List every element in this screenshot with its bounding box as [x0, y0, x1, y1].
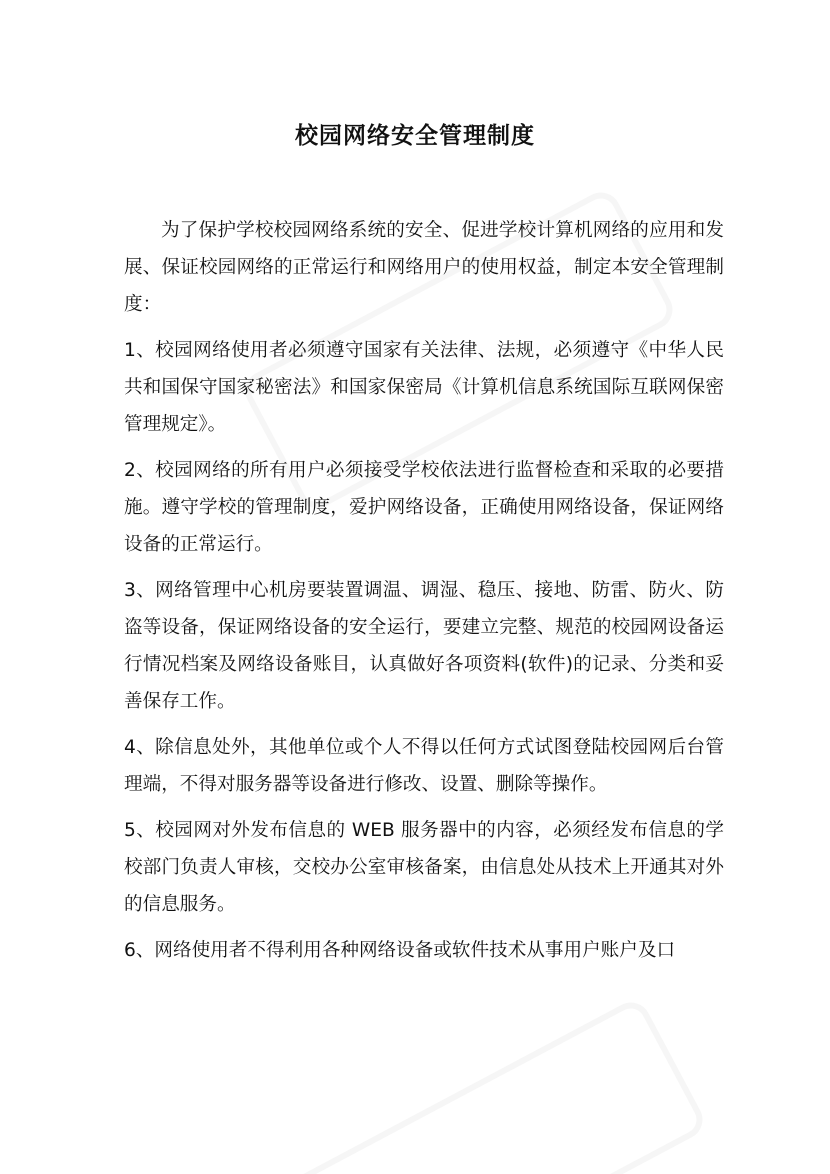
document-body [124, 212, 724, 978]
rule-paragraph-6: 6、网络使用者不得利用各种网络设备或软件技术从事用户账户及口 [124, 940, 676, 961]
watermark-mark [268, 995, 752, 1174]
rule-paragraph-5: 5、校园网对外发布信息的 WEB 服务器中的内容，必须经发布信息的学校部门负责人审核，交校办公室审核备案，由信息处从技术上开通其对外的信息服务。 [124, 820, 724, 915]
rule-paragraph-4: 4、除信息处外，其他单位或个人不得以任何方式试图登陆校园网后台管理端，不得对服务器等设备进行修改、设置、删除等操作。 [124, 737, 724, 795]
rule-paragraph-2: 2、校园网络的所有用户必须接受学校依法进行监督检查和采取的必要措施。遵守学校的管理制度，爱护网络设备，正确使用网络设备，保证网络设备的正常运行。 [124, 460, 724, 555]
intro-paragraph: 为了保护学校校园网络系统的安全、促进学校计算机网络的应用和发展、保证校园网络的正常运行和网络用户的使用权益，制定本安全管理制度： [124, 220, 724, 315]
rule-paragraph-3: 3、网络管理中心机房要装置调温、调湿、稳压、接地、防雷、防火、防盗等设备，保证网络设备的安全运行，要建立完整、规范的校园网设备运行情况档案及网络设备账目，认真做好各项资料(软件)的记录、分类和妥善保存工作。 [124, 580, 724, 712]
rule-paragraph-1: 1、校园网络使用者必须遵守国家有关法律、法规，必须遵守《中华人民共和国保守国家秘密法》和国家保密局《计算机信息系统国际互联网保密管理规定》。 [124, 340, 724, 435]
document-title: 校园网络安全管理制度 [295, 123, 535, 149]
